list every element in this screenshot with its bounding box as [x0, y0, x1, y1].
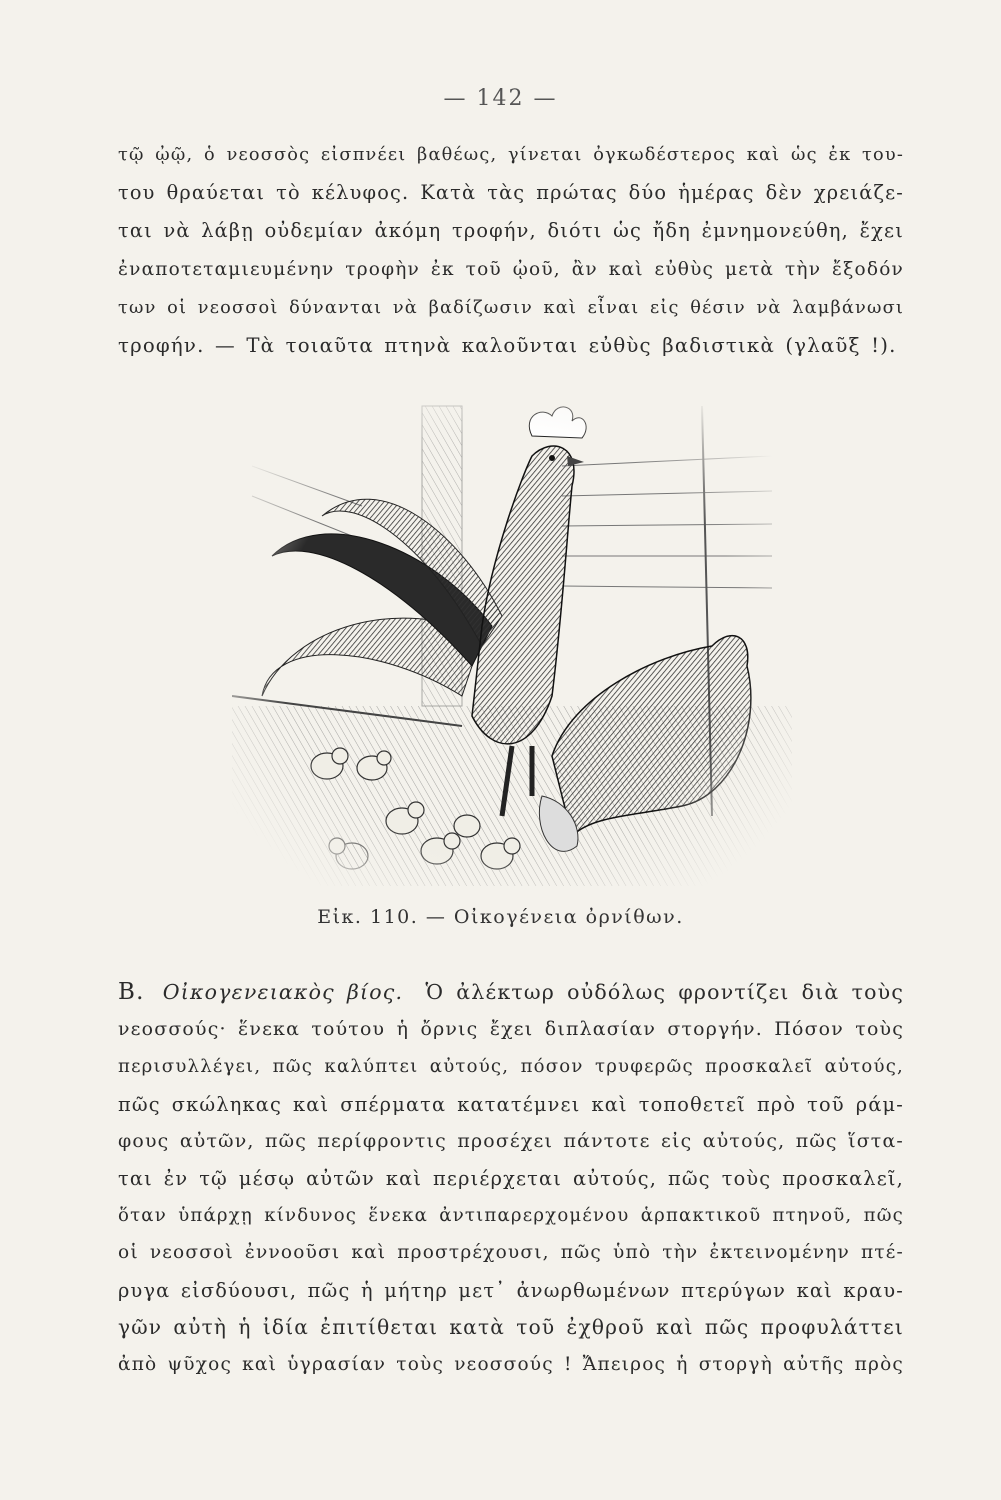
text-line [118, 974, 904, 1011]
text-line: φους αὐτῶν, πῶς περίφροντις προσέχει πάντοτε εἰς αὐτούς, πῶς ἵστα- [118, 1129, 904, 1152]
text-line: των οἱ νεοσσοὶ δύνανται νὰ βαδίζωσιν καὶ εἶναι εἰς θέσιν νὰ λαμβάνωσι [118, 297, 904, 318]
text-line: νεοσσούς· ἕνεκα τούτου ἡ ὄρνις ἔχει διπλασίαν στοργήν. Πόσον τοὺς [118, 1018, 904, 1041]
figure-caption: Εἰκ. 110. — Οἰκογένεια ὀρνίθων. [317, 906, 684, 928]
section-letter: Β. [118, 979, 145, 1005]
text-line: οἱ νεοσσοὶ ἐννοοῦσι καὶ προστρέχουσι, πῶς ὑπὸ τὴν ἐκτεινομένην πτέ- [118, 1242, 904, 1264]
section-title: Οἰκογενειακὸς βίος. [162, 980, 404, 1004]
text-line: ρυγα εἰσδύουσι, πῶς ἡ μήτηρ μετ᾽ ἀνωρθωμένων πτερύγων καὶ κραυ- [118, 1278, 904, 1302]
text-line: τροφήν. — Τὰ τοιαῦτα πτηνὰ καλοῦνται εὐθὺς βαδιστικὰ (γλαῦξ !). [118, 334, 897, 358]
page-number: — 142 — [443, 86, 558, 111]
paragraph-family-life [118, 974, 904, 1383]
text-line: ἀπὸ ψῦχος καὶ ὑγρασίαν τοὺς νεοσσούς ! Ἄπειρος ἡ στοργὴ αὐτῆς πρὸς [118, 1354, 904, 1376]
paragraph-top [118, 136, 904, 365]
text-line: ὅταν ὑπάρχῃ κίνδυνος ἕνεκα ἀντιπαρερχομένου ἁρπακτικοῦ πτηνοῦ, πῶς [118, 1205, 904, 1227]
text-line: περισυλλέγει, πῶς καλύπτει αὐτούς, πόσον τρυφερῶς προσκαλεῖ αὐτούς, [118, 1056, 904, 1078]
text-line: τῷ ᾠῷ, ὁ νεοσσὸς εἰσπνέει βαθέως, γίνεται ὀγκωδέστερος καὶ ὡς ἐκ του- [118, 145, 904, 165]
section-first-line: Ὁ ἀλέκτωρ οὐδόλως φροντίζει διὰ τοὺς [425, 980, 905, 1004]
text-line: γῶν αὐτὴ ἡ ἰδία ἐπιτίθεται κατὰ τοῦ ἐχθροῦ καὶ πῶς προφυλάττει [118, 1314, 904, 1339]
hen-family-illustration [232, 396, 792, 892]
text-line: ται νὰ λάβῃ οὐδεμίαν ἀκόμη τροφήν, διότι ὡς ἤδη ἐμνημονεύθη, ἔχει [118, 219, 904, 243]
text-line: του θραύεται τὸ κέλυφος. Κατὰ τὰς πρώτας δύο ἡμέρας δὲν χρειάζε- [118, 181, 904, 205]
text-line: ται ἐν τῷ μέσῳ αὐτῶν καὶ περιέρχεται αὐτούς, πῶς τοὺς προσκαλεῖ, [118, 1167, 904, 1191]
text-line: πῶς σκώληκας καὶ σπέρματα κατατέμνει καὶ τοποθετεῖ πρὸ τοῦ ράμ- [118, 1092, 904, 1116]
text-line: ἐναποτεταμιευμένην τροφὴν ἐκ τοῦ ᾠοῦ, ἂν καὶ εὐθὺς μετὰ τὴν ἔξοδόν [118, 258, 904, 280]
